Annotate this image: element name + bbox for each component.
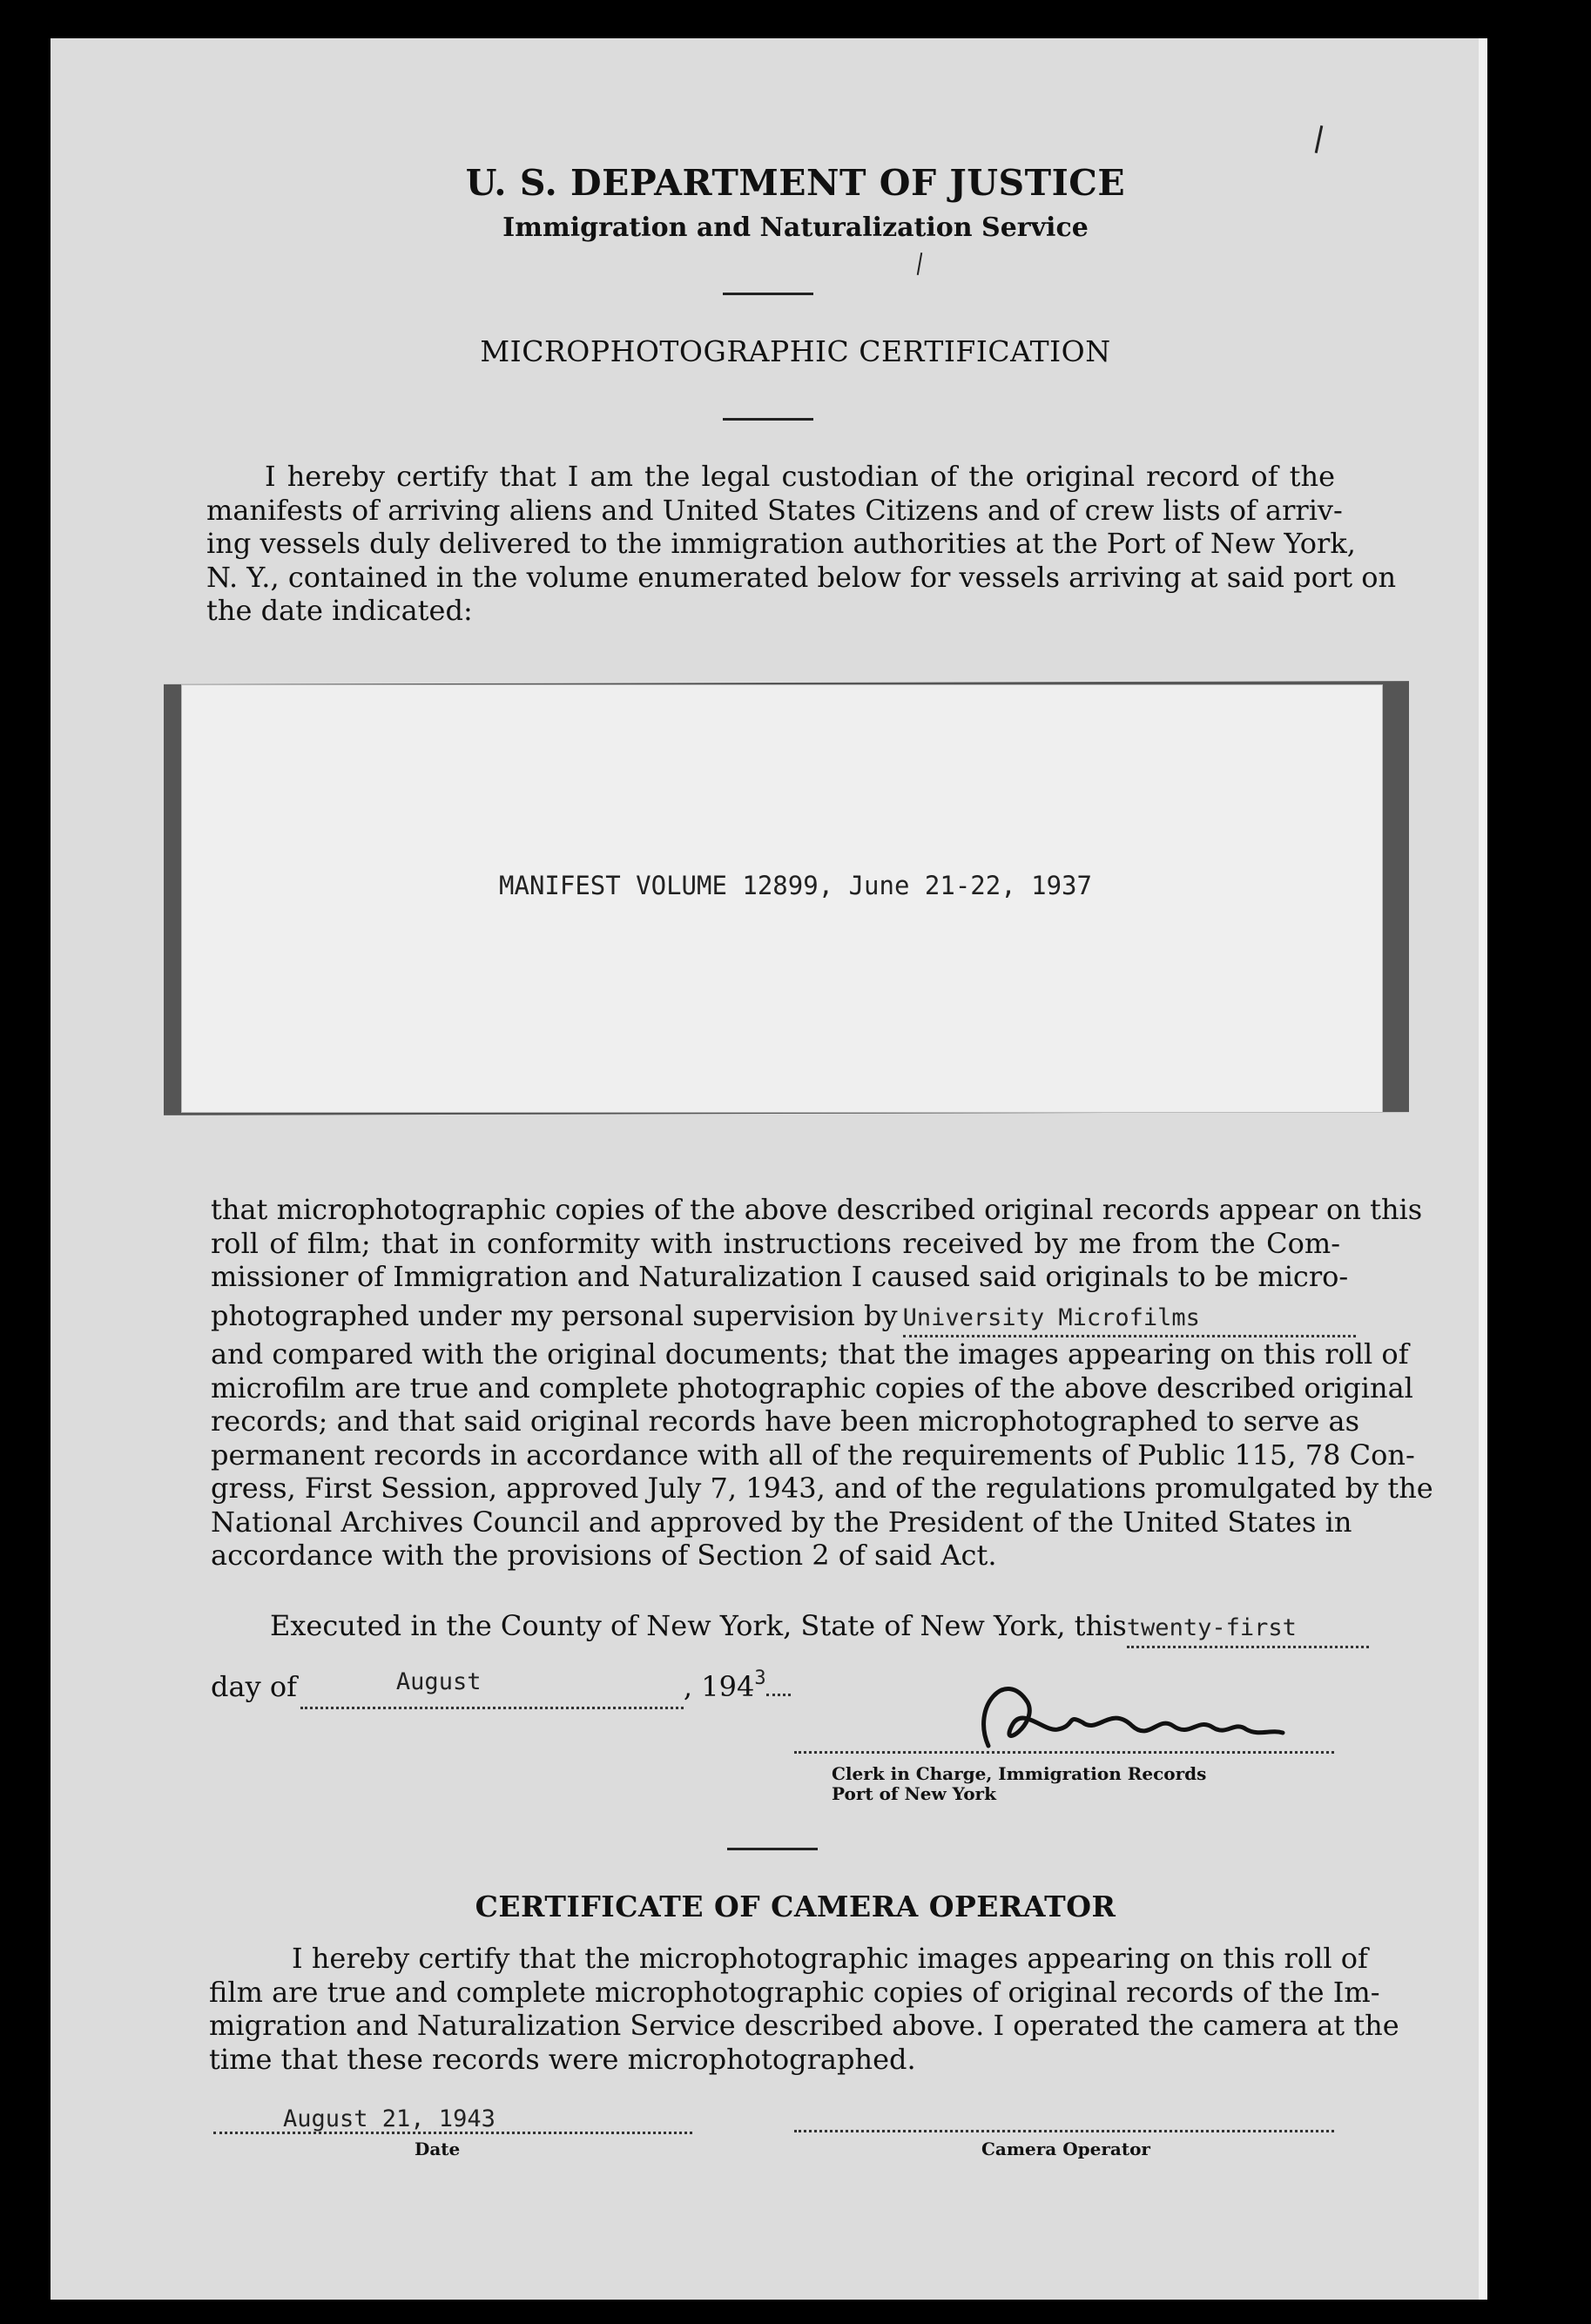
intro-line: I hereby certify that I am the legal custodian of the original record of the [265,460,1335,493]
photographed-by-field [903,1299,1356,1338]
camera-operator-label: Camera Operator [981,2139,1150,2159]
executed-prefix: Executed in the County of New York, State of New York, this [270,1609,1127,1642]
intro-line: N. Y., contained in the volume enumerated below for vessels arriving at said port on [206,560,1397,594]
photographed-prefix: photographed under my personal supervision by [211,1298,898,1332]
service-subtitle: Immigration and Naturalization Service [502,212,1089,243]
date-field [213,2105,692,2134]
body-paragraph [211,1193,1433,1573]
body-line: records; and that said original records have been microphotographed to serve as [211,1405,1360,1438]
operator-line: migration and Naturalization Service described above. I operated the camera at the [209,2009,1399,2042]
divider [727,1848,818,1850]
divider [723,293,813,295]
day-field [1127,1609,1369,1648]
year-digit: 3 [754,1667,766,1689]
month-value: August [395,1668,482,1695]
body-line: accordance with the provisions of Section 2 of said Act. [211,1539,997,1572]
clerk-title: Clerk in Charge, Immigration Records [832,1763,1207,1784]
certification-title: MICROPHOTOGRAPHIC CERTIFICATION [480,334,1111,368]
department-title: U. S. DEPARTMENT OF JUSTICE [465,162,1126,204]
intro-line: ing vessels duly delivered to the immigration authorities at the Port of New York, [206,527,1356,560]
body-line: roll of film; that in conformity with instructions received by me from the Com- [211,1226,1340,1260]
body-line: National Archives Council and approved by the President of the United States in [211,1505,1352,1539]
manifest-volume-text: MANIFEST VOLUME 12899, June 21-22, 1937 [499,871,1092,900]
page-edge [1479,38,1487,2300]
date-line [211,1667,820,1709]
month-field [300,1670,684,1709]
body-line: missioner of Immigration and Naturalization I caused said originals to be micro- [211,1260,1349,1293]
day-of-label: day of [211,1670,297,1703]
operator-line: time that these records were microphotographed. [209,2042,916,2076]
operator-certificate-title: CERTIFICATE OF CAMERA OPERATOR [475,1890,1116,1923]
intro-line: manifests of arriving aliens and United States Citizens and of crew lists of arriv- [206,493,1343,527]
body-line: that microphotographic copies of the above described original records appear on this [211,1193,1423,1226]
intro-paragraph [206,460,1397,628]
operator-line: film are true and complete microphotographic copies of original records of the Im- [209,1975,1380,2009]
body-line [211,1299,1340,1338]
body-line: and compared with the original documents; that the images appearing on this roll of [211,1337,1409,1371]
year-prefix: , 194 [683,1670,755,1703]
date-label: Date [415,2139,461,2159]
operator-line: I hereby certify that the microphotographic images appearing on this roll of [292,1942,1368,1975]
photographed-by-value: University Microfilms [902,1303,1200,1331]
executed-line [270,1609,1350,1648]
intro-line: the date indicated: [206,594,473,627]
camera-operator-signature-line [794,2130,1334,2132]
body-line: gress, First Session, approved July 7, 1943, and of the regulations promulgated by the [211,1472,1433,1505]
operator-paragraph [209,1942,1399,2076]
divider [723,418,813,421]
body-line: permanent records in accordance with all of the requirements of Public 115, 78 Con- [211,1438,1415,1472]
date-value: August 21, 1943 [283,2105,496,2132]
year-dots [766,1694,791,1696]
clerk-signature-line [794,1751,1334,1754]
clerk-port: Port of New York [832,1783,996,1804]
day-value: twenty-first [1126,1614,1297,1641]
body-line: microfilm are true and complete photographic copies of the above described original [211,1371,1413,1405]
